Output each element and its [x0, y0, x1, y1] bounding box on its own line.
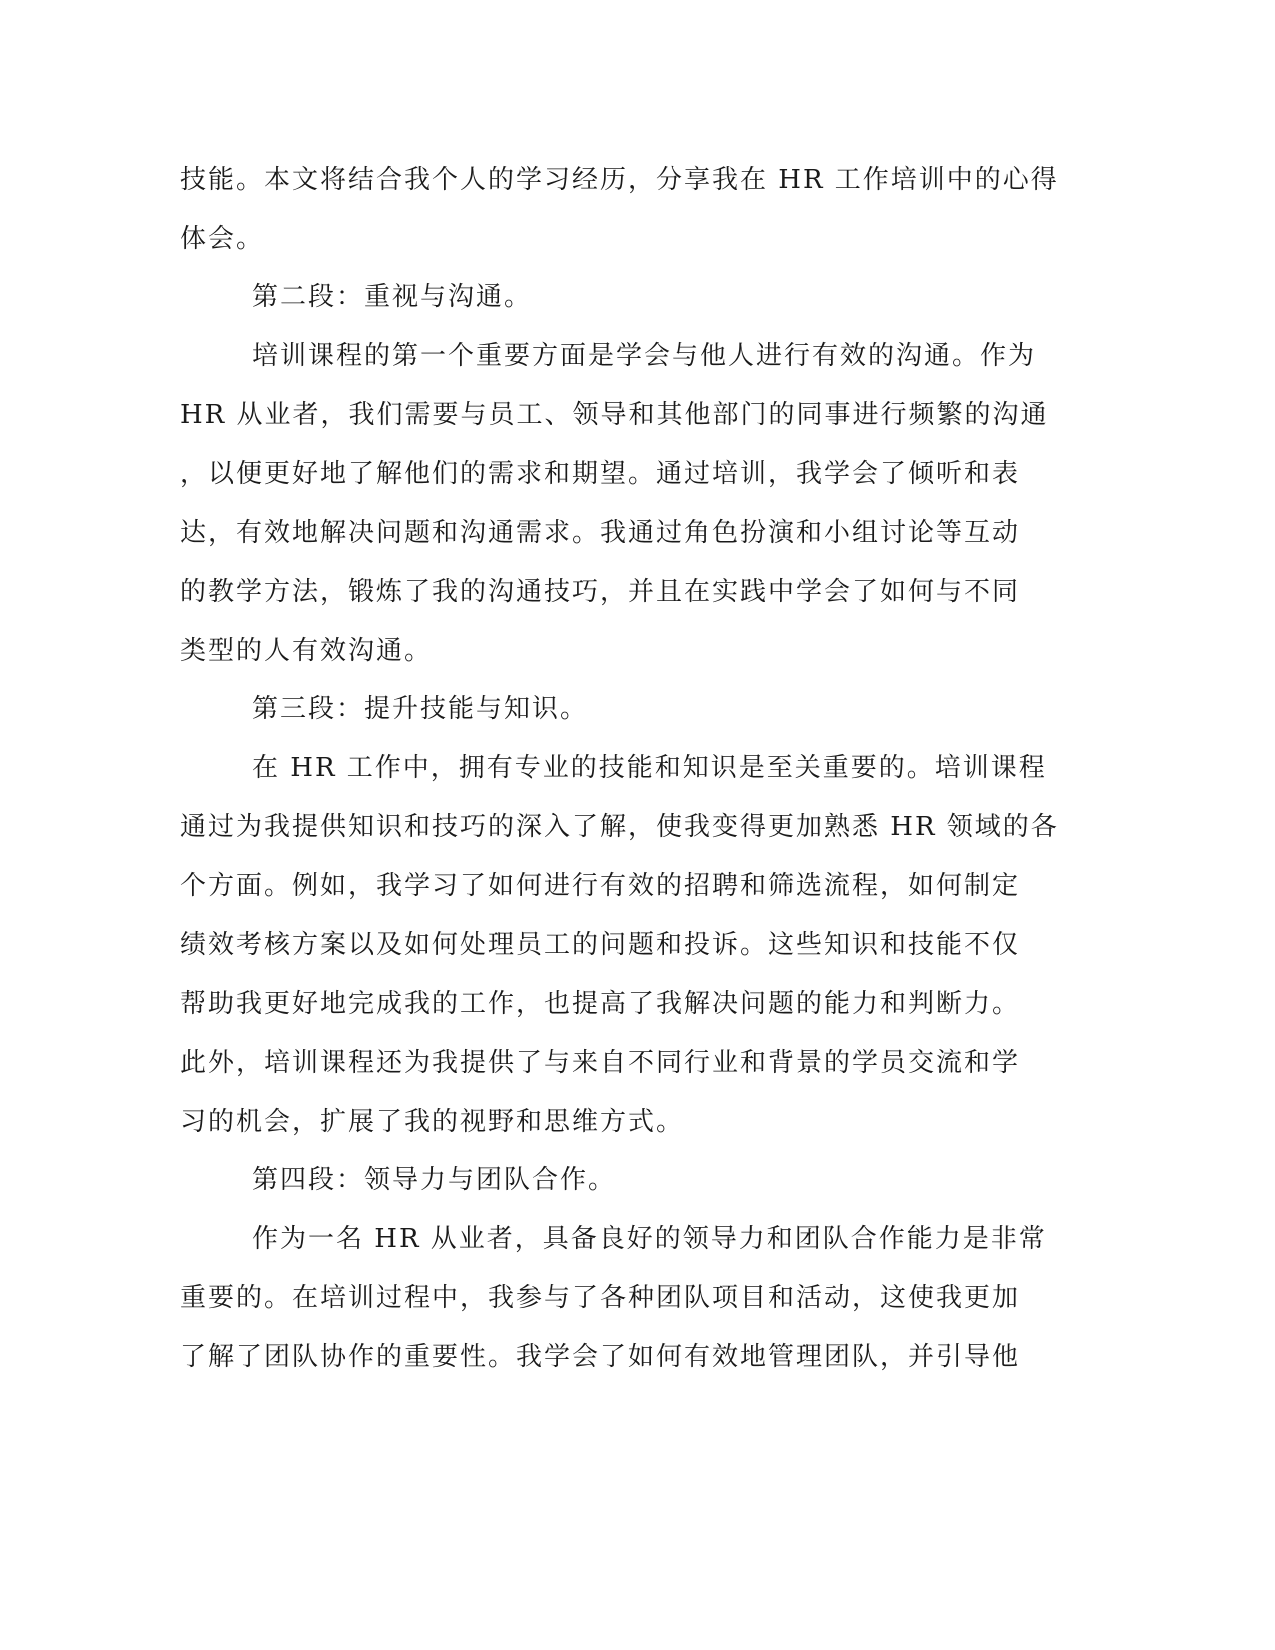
text-line: 类型的人有效沟通。 — [180, 636, 433, 666]
text-line: 重要的。在培训过程中，我参与了各种团队项目和活动，这使我更加 — [180, 1283, 1021, 1313]
section-heading: 第三段：提升技能与知识。 — [252, 694, 589, 724]
text-line: 习的机会，扩展了我的视野和思维方式。 — [180, 1107, 685, 1137]
section-heading: 第四段：领导力与团队合作。 — [252, 1165, 617, 1195]
text-line: 体会。 — [180, 224, 265, 254]
text-line: 培训课程的第一个重要方面是学会与他人进行有效的沟通。作为 — [252, 341, 1037, 371]
text-line: 个方面。例如，我学习了如何进行有效的招聘和筛选流程，如何制定 — [180, 871, 1021, 901]
text-line: 通过为我提供知识和技巧的深入了解，使我变得更加熟悉 HR 领域的各 — [180, 812, 1059, 842]
text-line: 的教学方法，锻炼了我的沟通技巧，并且在实践中学会了如何与不同 — [180, 577, 1021, 607]
text-line: 绩效考核方案以及如何处理员工的问题和投诉。这些知识和技能不仅 — [180, 930, 1021, 960]
text-line: 此外，培训课程还为我提供了与来自不同行业和背景的学员交流和学 — [180, 1048, 1021, 1078]
text-line: 了解了团队协作的重要性。我学会了如何有效地管理团队，并引导他 — [180, 1342, 1021, 1372]
text-line: 作为一名 HR 从业者，具备良好的领导力和团队合作能力是非常 — [252, 1224, 1047, 1254]
text-line: ，以便更好地了解他们的需求和期望。通过培训，我学会了倾听和表 — [180, 459, 1021, 489]
text-line: HR 从业者，我们需要与员工、领导和其他部门的同事进行频繁的沟通 — [180, 400, 1049, 430]
text-line: 技能。本文将结合我个人的学习经历，分享我在 HR 工作培训中的心得 — [180, 165, 1059, 195]
section-heading: 第二段：重视与沟通。 — [252, 282, 533, 312]
text-line: 帮助我更好地完成我的工作，也提高了我解决问题的能力和判断力。 — [180, 989, 1021, 1019]
text-line: 在 HR 工作中，拥有专业的技能和知识是至关重要的。培训课程 — [252, 753, 1047, 783]
text-line: 达，有效地解决问题和沟通需求。我通过角色扮演和小组讨论等互动 — [180, 518, 1021, 548]
